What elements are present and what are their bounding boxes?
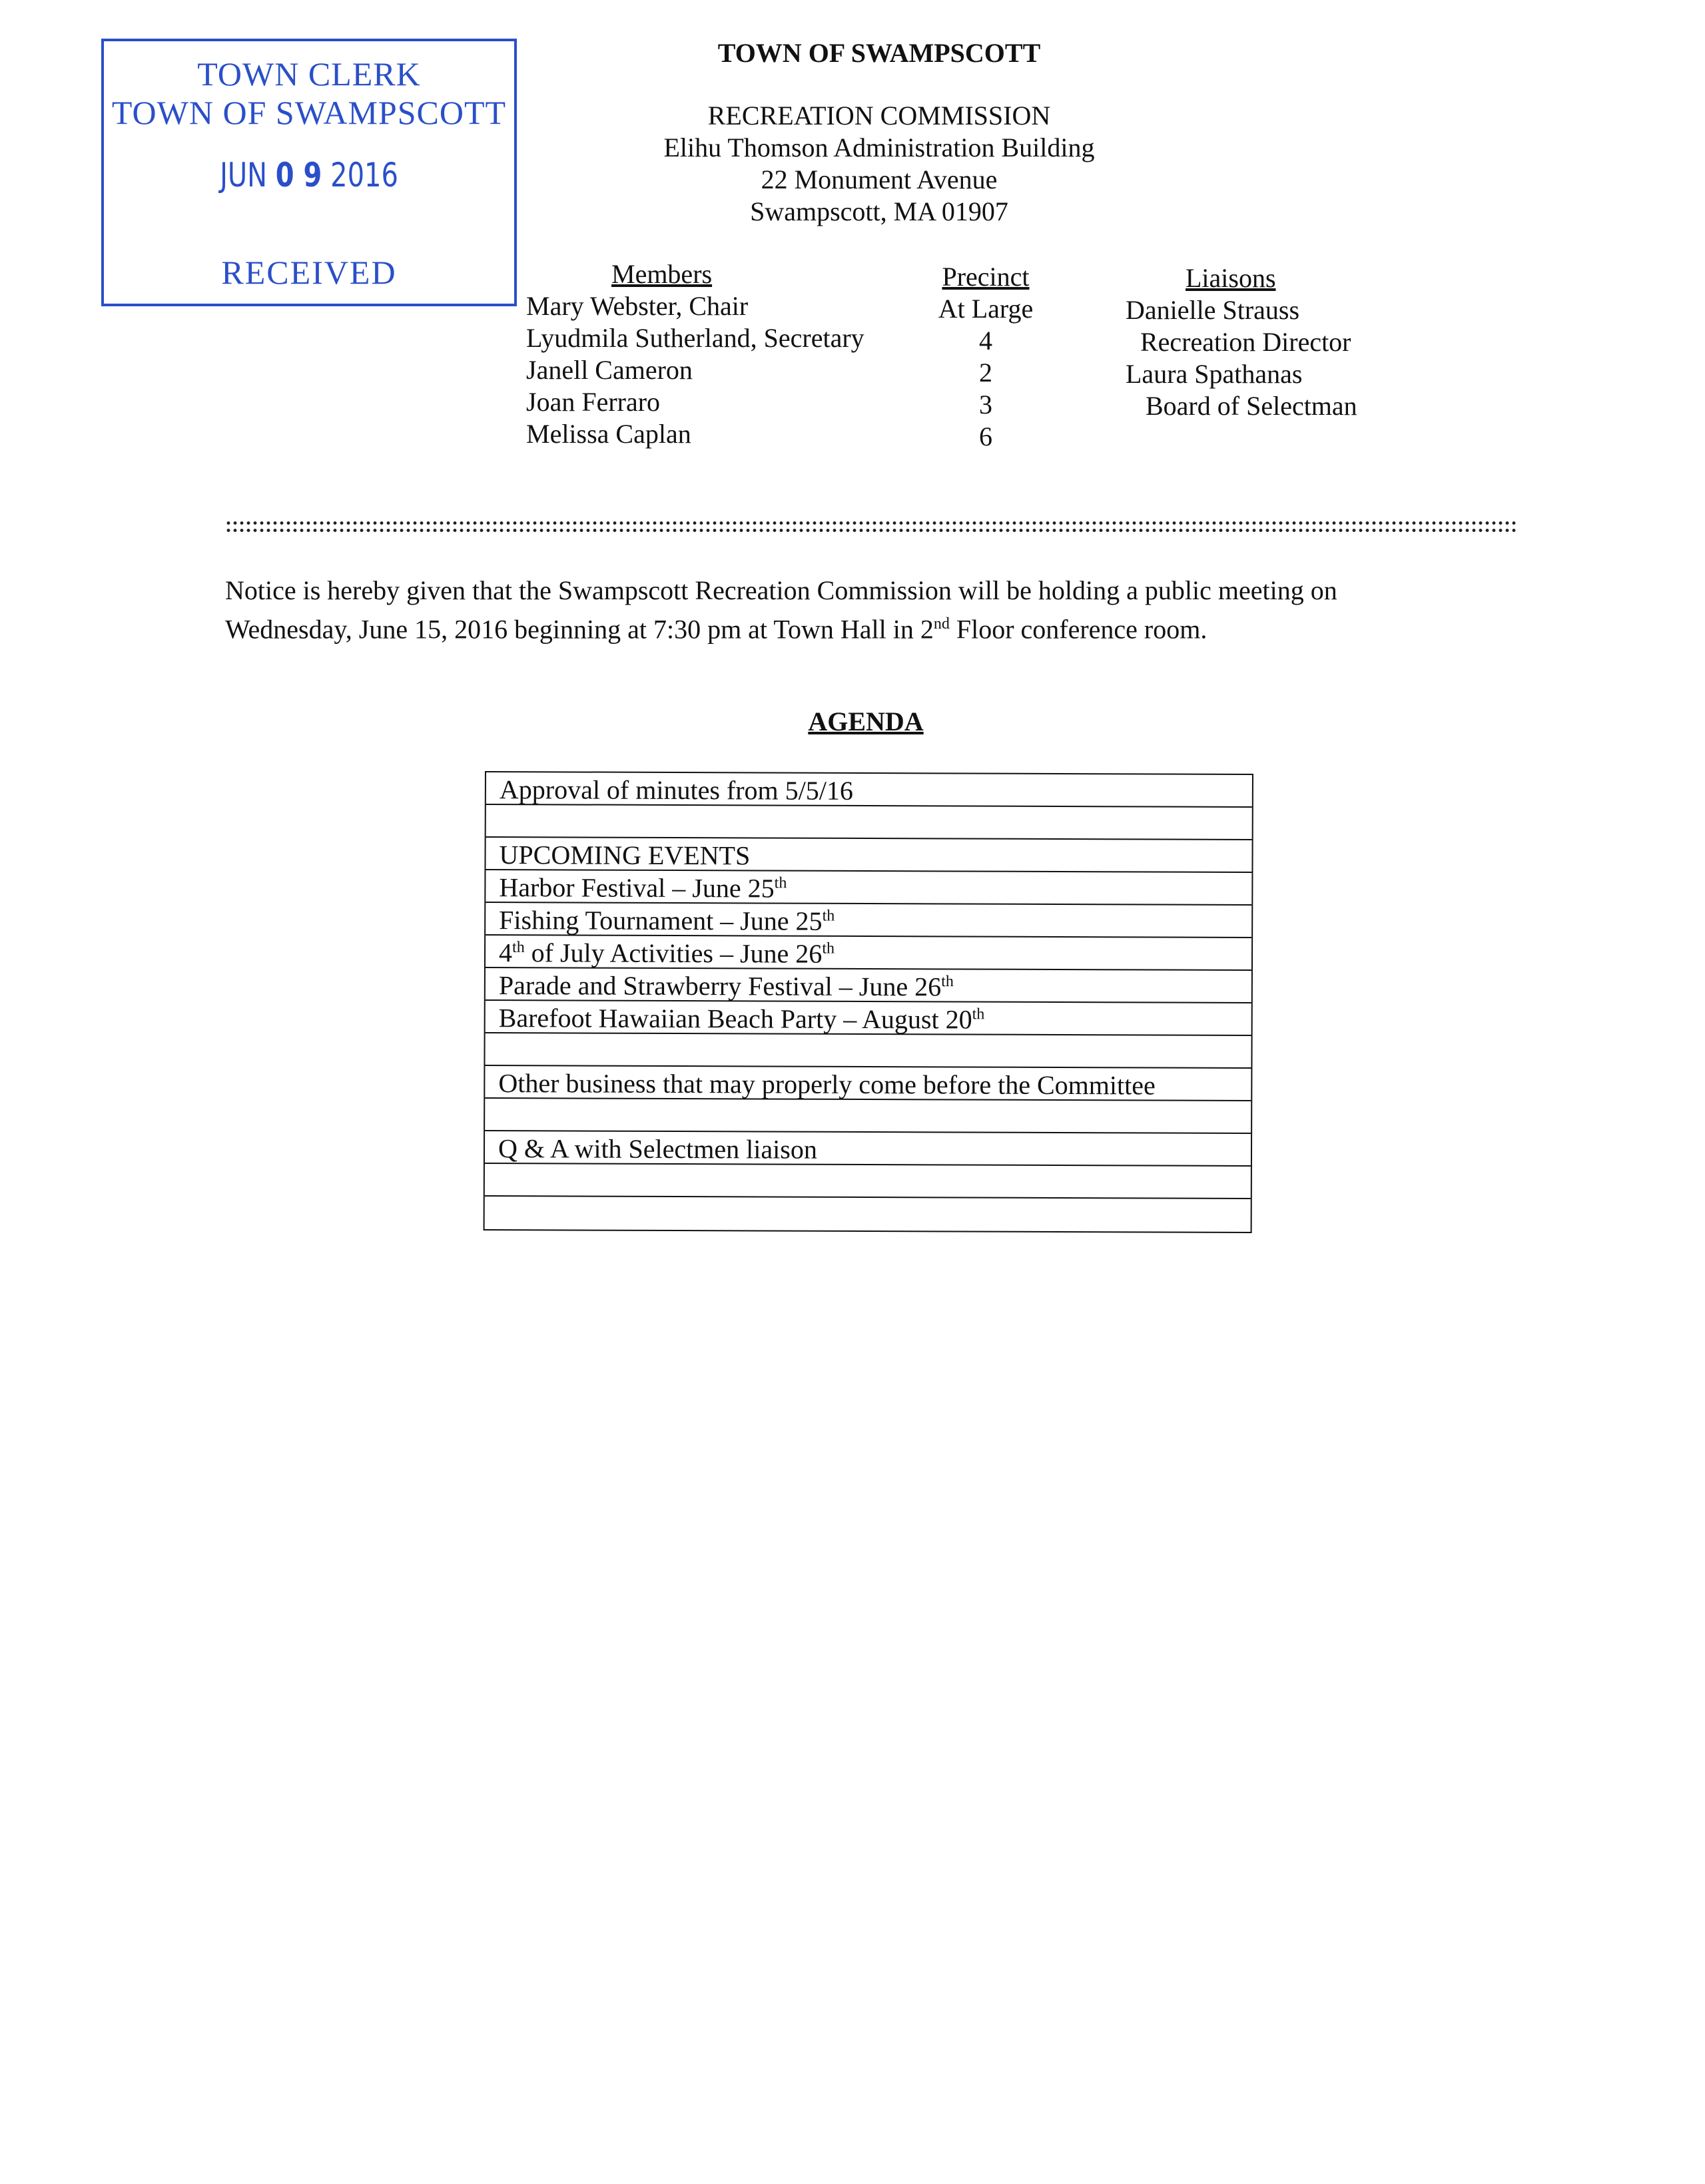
agenda-row: [486, 870, 1251, 906]
agenda-row: [486, 903, 1251, 938]
stamp-date-year: 2016: [330, 156, 398, 194]
stamp-line-1: TOWN CLERK: [197, 55, 421, 93]
agenda-row-text: Fishing Tournament – June 25: [499, 905, 823, 936]
precinct-column: [926, 261, 1046, 453]
members-heading: Members: [611, 259, 713, 289]
liaison-line: Recreation Director: [1140, 327, 1351, 357]
stamp-date-day: 0 9: [275, 156, 322, 194]
member-name: Janell Cameron: [526, 355, 693, 385]
agenda-row-superscript: th: [774, 874, 787, 892]
agenda-row-superscript: th: [941, 973, 954, 991]
precinct-value: At Large: [938, 294, 1034, 324]
agenda-row: [486, 805, 1252, 840]
liaisons-heading: Liaisons: [1186, 263, 1276, 293]
agenda-row: [485, 1131, 1251, 1167]
agenda-row-text-end: of July Activities – June 26: [524, 938, 823, 969]
precinct-heading: Precinct: [942, 262, 1030, 292]
agenda-row: [485, 1033, 1251, 1069]
member-name: Melissa Caplan: [526, 419, 691, 449]
precinct-value: 6: [979, 421, 992, 451]
precinct-value: 3: [979, 390, 992, 419]
received-stamp: [101, 39, 517, 306]
liaisons-column: [1126, 262, 1357, 422]
agenda-row: [486, 968, 1251, 1003]
document-title: TOWN OF SWAMPSCOTT: [717, 38, 1041, 68]
street-address: 22 Monument Avenue: [761, 164, 998, 194]
stamp-status: RECEIVED: [221, 254, 397, 291]
agenda-row-text: UPCOMING EVENTS: [499, 840, 751, 871]
agenda-row-superscript: th: [822, 907, 835, 925]
building-name: Elihu Thomson Administration Building: [663, 133, 1095, 162]
notice-superscript: nd: [933, 615, 950, 633]
agenda-row: [486, 772, 1252, 808]
agenda-row: [486, 1001, 1251, 1036]
member-name: Joan Ferraro: [526, 387, 661, 417]
agenda-row: [485, 1197, 1251, 1232]
agenda-row-text: Q & A with Selectmen liaison: [498, 1133, 817, 1165]
members-column: [526, 258, 864, 450]
member-name: Mary Webster, Chair: [526, 291, 749, 321]
dotted-divider: [225, 519, 1517, 534]
notice-line-1: Notice is hereby given that the Swampscott Recreation Commission will be holding a public meeting on: [225, 575, 1337, 605]
meeting-notice: [225, 574, 1491, 646]
agenda-row-superscript: th: [512, 938, 525, 956]
agenda-row: [486, 838, 1251, 873]
notice-line-2: [225, 607, 1491, 646]
liaison-line: Board of Selectman: [1146, 391, 1357, 421]
liaison-line: Laura Spathanas: [1126, 359, 1303, 389]
agenda-row: [485, 1066, 1251, 1101]
agenda-row-text: 4: [498, 938, 513, 968]
precinct-value: 2: [979, 358, 992, 388]
agenda-row-text: Other business that may properly come before the Committee: [498, 1068, 1156, 1101]
agenda-row-text: Parade and Strawberry Festival – June 26: [498, 970, 942, 1002]
agenda-row: [485, 1099, 1251, 1134]
agenda-row-text: Approval of minutes from 5/5/16: [499, 774, 854, 806]
notice-line-2-text: Wednesday, June 15, 2016 beginning at 7:30 pm at Town Hall in 2: [225, 614, 934, 645]
stamp-date: [145, 156, 474, 194]
city-address: Swampscott, MA 01907: [750, 196, 1008, 226]
precinct-value: 4: [979, 326, 992, 356]
stamp-date-month: JUN: [220, 156, 268, 194]
agenda-row-superscript: th: [822, 940, 835, 957]
agenda-row-superscript: th: [972, 1005, 985, 1023]
liaison-line: Danielle Strauss: [1126, 295, 1300, 325]
notice-line-2-end: Floor conference room.: [949, 614, 1207, 645]
agenda-row: [486, 936, 1251, 971]
commission-name: RECREATION COMMISSION: [707, 101, 1051, 131]
agenda-row: [485, 1164, 1251, 1199]
agenda-table: [484, 771, 1253, 1233]
agenda-row-text: Barefoot Hawaiian Beach Party – August 20: [498, 1003, 972, 1035]
agenda-row-text: Harbor Festival – June 25: [499, 872, 775, 904]
agenda-title: AGENDA: [808, 706, 924, 736]
stamp-line-2: TOWN OF SWAMPSCOTT: [111, 94, 507, 131]
member-name: Lyudmila Sutherland, Secretary: [526, 323, 864, 353]
